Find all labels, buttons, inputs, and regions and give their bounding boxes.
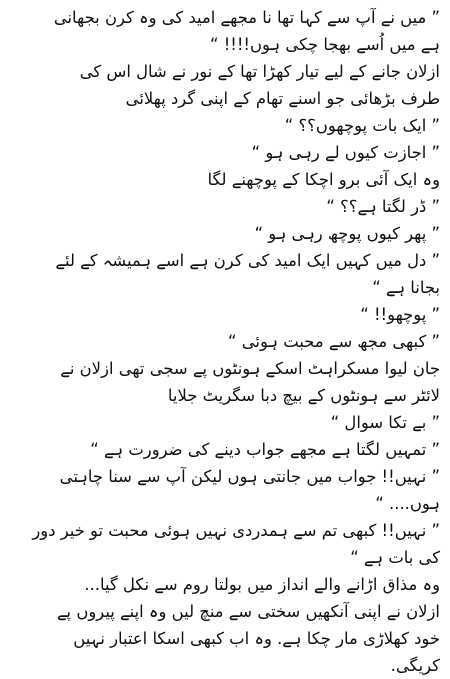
- text-line: ” نہیں!! جواب میں جانتی ہوں لیکن آپ سے سنا چاہتی: [59, 467, 440, 486]
- text-line: ہے میں اُسے بھجا چکی ہوں!!!! “: [210, 35, 440, 54]
- text-line: ہوں.... “: [375, 494, 440, 513]
- text-line: ” پوچھو!! “: [360, 305, 440, 324]
- text-line: ازلان جانے کے لیے تیار کھڑا تھا کے نور نے شال اس کی: [79, 62, 440, 81]
- text-line: ” اجازت کیوں لے رہی ہو “: [251, 143, 440, 162]
- text-line: وہ ایک آئی برو اچکا کے پوچھنے لگا: [207, 170, 440, 189]
- text-line: ” پھر کیوں پوچھ رہی ہو “: [254, 224, 440, 243]
- text-line: کی بات ہے “: [350, 548, 440, 567]
- text-line: ” ڈر لگتا ہے؟؟ “: [326, 197, 440, 216]
- text-line: بجانا ہے “: [372, 278, 440, 297]
- story-text: [8, 4, 440, 679]
- text-line: جان لیوا مسکراہٹ اسکے ہونٹوں پے سجی تھی ازلان نے: [60, 359, 440, 378]
- text-line: ” ایک بات پوچھوں؟؟ “: [284, 116, 440, 135]
- text-line: ” تمہیں لگتا ہے مجھے جواب دینے کی ضرورت ہے “: [90, 440, 440, 459]
- text-line: لائٹر سے ہونٹوں کے بیچ دبا سگریٹ جلایا: [167, 386, 440, 405]
- text-line: وہ مذاق اڑانے والے انداز میں بولتا روم سے نکل گیا...: [84, 575, 440, 594]
- text-line: ” دل میں کہیں ایک امید کی کرن ہے اسے ہمیشہ کے لئے: [55, 251, 440, 270]
- text-line: ” کبھی مجھ سے محبت ہوئی “: [228, 332, 440, 351]
- text-line: طرف بڑھائی جو اسنے تھام کے اپنی گرد پھلائی: [125, 89, 440, 108]
- text-line: خود کھلاڑی مار چکا ہے. وہ اب کبھی اسکا اعتبار نہیں: [73, 629, 440, 648]
- text-line: ازلان نے اپنی آنکھیں سختی سے منچ لیں وہ اپنے پیروں پے: [56, 602, 440, 621]
- text-line: ” نہیں!! کبھی تم سے ہمدردی نہیں ہوئی محبت تو خیر دور: [32, 521, 440, 540]
- text-line: ” بے تکا سوال “: [330, 413, 440, 432]
- text-line: کریگی.: [390, 656, 440, 675]
- text-line: ” میں نے آپ سے کہا تھا نا مجھے امید کی وہ کرن بجھانی: [53, 8, 440, 27]
